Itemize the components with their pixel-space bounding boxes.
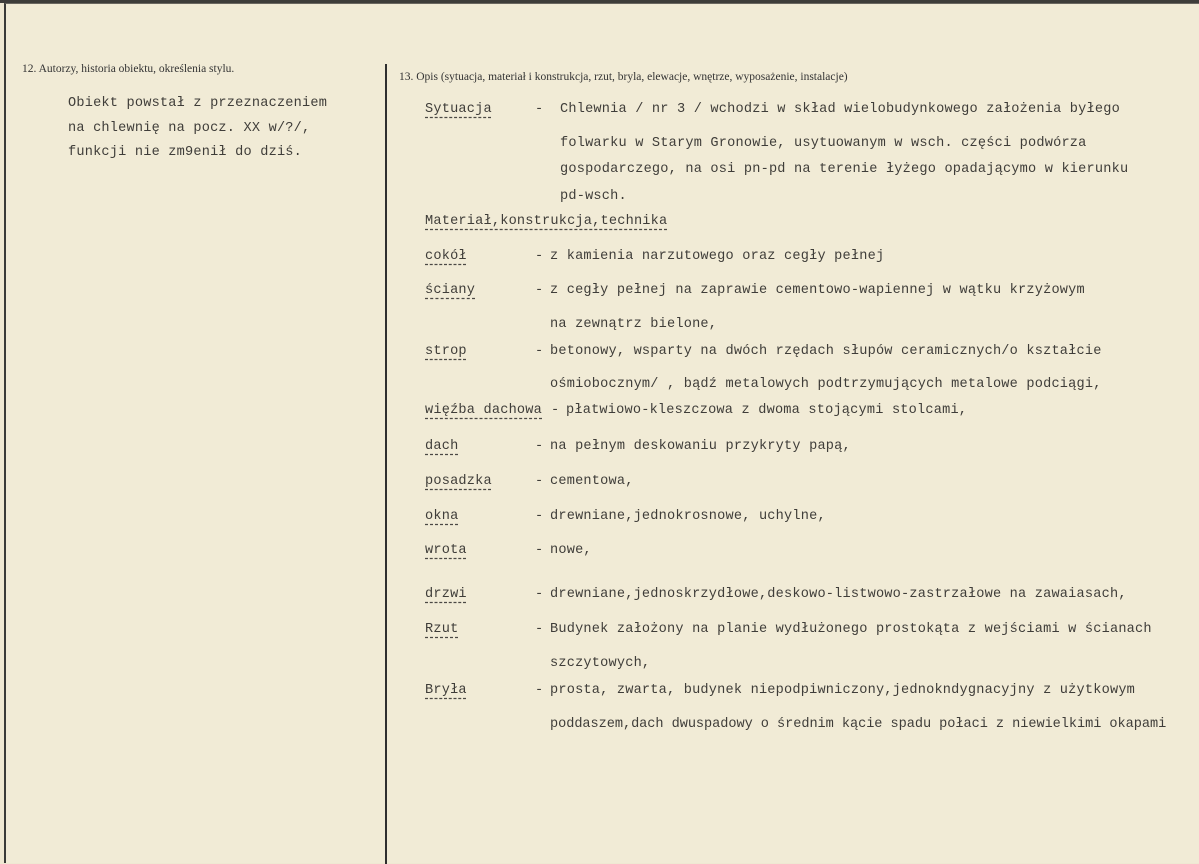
section-13-heading: 13. Opis (sytuacja, materiał i konstrukcja, rzut, bryla, elewacje, wnętrze, wyposażenie, instalacje) <box>399 71 848 83</box>
separator-dash: - <box>535 683 544 698</box>
section-12-text <box>68 92 327 166</box>
cokol-description: z kamienia narzutowego oraz cegły pełnej <box>550 249 885 264</box>
term-strop: strop <box>425 344 467 359</box>
term-cokol: cokół <box>425 249 467 264</box>
separator-dash: - <box>535 509 544 524</box>
section-12-line: Obiekt powstał z przeznaczeniem <box>68 96 328 111</box>
term-drzwi: drzwi <box>425 587 467 602</box>
term-wrota: wrota <box>425 543 467 558</box>
term-dach: dach <box>425 439 459 454</box>
strop-description: ośmiobocznym/ , bądź metalowych podtrzymujących metalowe podciągi, <box>550 377 1102 392</box>
rzut-description: szczytowych, <box>550 656 651 671</box>
term-wiezba-dachowa: więźba dachowa <box>425 403 543 418</box>
section-12-line: funkcji nie zm9enił do dziś. <box>68 145 303 160</box>
term-posadzka: posadzka <box>425 474 492 489</box>
bryla-description: prosta, zwarta, budynek niepodpiwniczony,jednokndygnacyjny z użytkowym <box>550 683 1136 698</box>
separator-dash: - <box>535 283 544 298</box>
separator-dash: - <box>535 344 544 359</box>
term-okna: okna <box>425 509 459 524</box>
section-12-line: na chlewnię na pocz. XX w/?/, <box>68 120 311 136</box>
separator-dash: - <box>535 474 544 489</box>
sciany-description: na zewnątrz bielone, <box>550 317 718 332</box>
separator-dash: - <box>535 587 544 602</box>
dach-description: na pełnym deskowaniu przykryty papą, <box>550 439 851 454</box>
term-sciany: ściany <box>425 283 476 298</box>
separator-dash: - <box>535 622 544 637</box>
bryla-description: poddaszem,dach dwuspadowy o średnim kącie spadu połaci z niewielkimi okapami <box>550 717 1167 732</box>
sytuacja-line: gospodarczego, na osi pn-pd na terenie łyżego opadającymo w kierunku <box>560 162 1129 177</box>
drzwi-description: drewniane,jednoskrzydłowe,deskowo-listwowo-zastrzałowe na zawaiasach, <box>550 587 1127 602</box>
posadzka-description: cementowa, <box>550 474 634 489</box>
column-divider <box>385 64 387 864</box>
wiezba-description: płatwiowo-kleszczowa z dwoma stojącymi stolcami, <box>566 403 968 418</box>
material-heading: Materiał,konstrukcja,technika <box>425 214 668 229</box>
rzut-description: Budynek założony na planie wydłużonego prostokąta z wejściami w ścianach <box>550 622 1152 637</box>
separator-dash: - <box>535 249 544 264</box>
okna-description: drewniane,jednokrosnowe, uchylne, <box>550 509 826 524</box>
term-rzut: Rzut <box>425 622 459 637</box>
sytuacja-line: pd-wsch. <box>560 189 627 204</box>
sytuacja-line: folwarku w Starym Gronowie, usytuowanym w wsch. części podwórza <box>560 136 1087 151</box>
separator-dash: - <box>551 403 560 418</box>
strop-description: betonowy, wsparty na dwóch rzędach słupów ceramicznych/o kształcie <box>550 344 1102 359</box>
separator-dash: - <box>535 439 544 454</box>
wrota-description: nowe, <box>550 543 592 558</box>
section-12-heading: 12. Autorzy, historia obiektu, określenia stylu. <box>22 63 235 75</box>
term-sytuacja: Sytuacja <box>425 102 492 117</box>
separator-dash: - <box>535 102 544 117</box>
term-bryla: Bryła <box>425 683 467 698</box>
sciany-description: z cegły pełnej na zaprawie cementowo-wapiennej w wątku krzyżowym <box>550 283 1085 298</box>
sytuacja-line: Chlewnia / nr 3 / wchodzi w skład wielobudynkowego założenia byłego <box>560 102 1120 117</box>
separator-dash: - <box>535 543 544 558</box>
